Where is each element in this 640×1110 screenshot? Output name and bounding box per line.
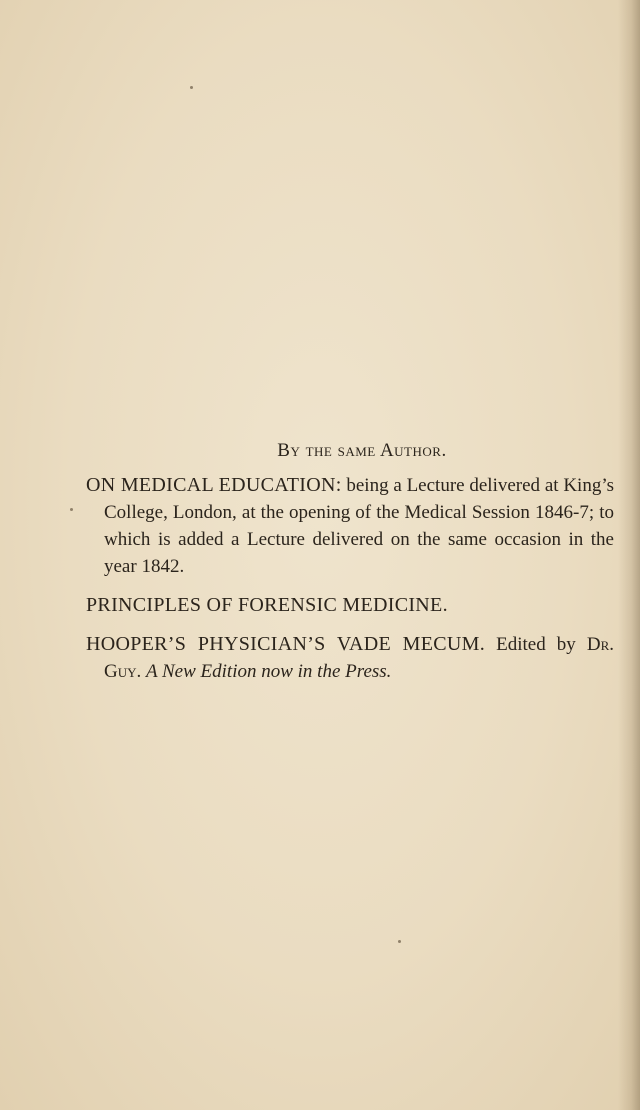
- entry-medical-education: [86, 472, 614, 580]
- section-heading: By the same Author.: [277, 440, 447, 461]
- entry-edited-by: Edited by: [496, 634, 576, 655]
- paper-speck: [190, 86, 193, 89]
- entry-title: ON MEDICAL EDUCATION:: [86, 474, 342, 496]
- entry-title: HOOPER’S PHYSICIAN’S VADE MECUM.: [86, 633, 486, 655]
- entry-title: PRINCIPLES OF FORENSIC MEDICINE.: [86, 594, 448, 616]
- paper-speck: [398, 940, 401, 943]
- entry-editor: Dr. Guy.: [104, 634, 615, 682]
- entry-edition-note: A New Edition now in the Press.: [146, 661, 392, 682]
- entry-forensic-medicine: [86, 592, 614, 619]
- advertisement-block: [86, 440, 614, 697]
- paper-speck: [70, 508, 73, 511]
- entry-description: being a Lecture delivered at King’s College, London, at the opening of the Medical Session 1846-7; to which is added a Lecture delivered on the same occasion in the year 1842.: [104, 475, 614, 577]
- entry-vade-mecum: [86, 631, 614, 685]
- page-edge-shadow: [618, 0, 640, 1110]
